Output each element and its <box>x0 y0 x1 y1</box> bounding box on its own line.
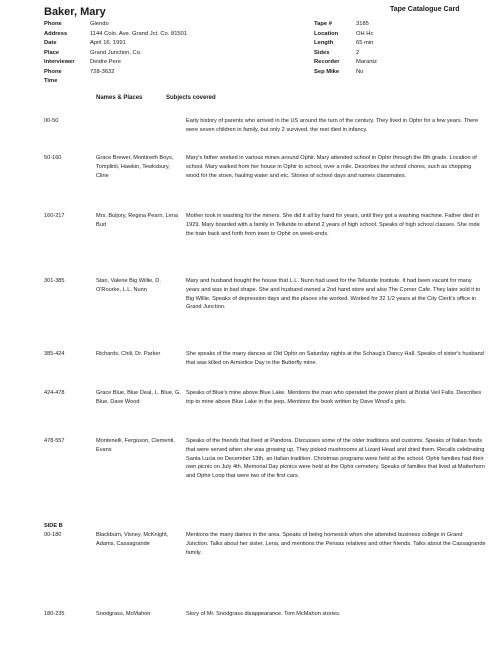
entry-row <box>44 277 494 327</box>
meta-label: Phone <box>44 68 62 75</box>
meta-value: 65 min <box>356 40 374 46</box>
meta-sepmike-row <box>314 68 377 78</box>
meta-time-row <box>44 77 187 87</box>
meta-value: No <box>356 68 364 75</box>
entry-subject: Mary's father worked in various mines around Ophir. Mary attended school in Ophir through the 8th grade. Location of school. Mary walked from her house in Ophir to school, over a mile. Describes the school chores, such as chopping wood for the stove, hauling water and etc. Stories of school days and names classmates. <box>186 155 477 179</box>
entry-row <box>44 389 494 427</box>
names-column-header: Names & Places <box>96 95 143 101</box>
entry-names: Grace Blue, Blue Deal, L. Blue, G. Blue, Dave Wood <box>96 390 181 405</box>
entry-time: 301-385 <box>44 278 65 284</box>
meta-right <box>314 20 377 77</box>
meta-value: 2 <box>356 49 360 56</box>
side-b-label: SIDE B <box>44 523 63 529</box>
entry-row <box>44 437 494 512</box>
meta-label: Address <box>44 30 68 37</box>
entry-time: 160-217 <box>44 213 65 219</box>
meta-date-row <box>44 39 187 49</box>
meta-value: Glendo <box>90 21 109 27</box>
meta-label: Length <box>314 40 334 46</box>
entry-subject: Mentions the many dairies in the area. Speaks of being homesick when she attended business college in Grand Junction. Talks about her sister, Lena, and mentions the Pensas relatives and other friends. Talks about the Cassagrande family. <box>186 532 486 556</box>
entry-subject: Story of Mr. Snodgrass disappearance. Tom McMahon stories. <box>186 611 341 617</box>
entry-names: Grace Brewer, Montineth Boys, Tomplinli, Hawkin, Tewksbury, Cline <box>96 155 174 179</box>
meta-label: Date <box>44 40 57 46</box>
entry-row <box>44 117 494 147</box>
meta-length-row <box>314 39 377 49</box>
entry-time: 385-424 <box>44 351 65 357</box>
meta-value: 3185 <box>356 21 369 27</box>
entry-time: 00-180 <box>44 532 62 538</box>
meta-label: Sides <box>314 49 330 56</box>
meta-left <box>44 20 187 87</box>
meta-value: OH Hc <box>356 30 374 37</box>
entry-row <box>44 154 494 204</box>
meta-phone-row <box>44 20 187 30</box>
entry-row <box>44 212 494 262</box>
meta-label: Place <box>44 49 60 56</box>
entry-time: 50-160 <box>44 155 62 161</box>
entry-time: 00-50 <box>44 118 59 124</box>
meta-sides-row <box>314 49 377 59</box>
meta-label: Time <box>44 78 58 84</box>
meta-recorder-row <box>314 58 377 68</box>
meta-interviewer-row <box>44 58 187 68</box>
meta-value: Grand Junction, Co. <box>90 49 142 56</box>
card-title: Tape Catalogue Card <box>390 6 460 13</box>
meta-value: 728-3632 <box>90 68 115 75</box>
entry-names: Mrs. Buljory, Regina Pearn, Lena Bud <box>96 213 178 228</box>
entry-subject: Early history of parents who arrived in the US around the turn of the century. They lived in Ophir for a few years. There were seven children in family, but only 2 survived, the rest died in infancy. <box>186 118 479 133</box>
entry-names: Stan, Valerie Big Willie, D. O'Rourke, L.L. Nunn <box>96 278 161 293</box>
subjects-column-header: Subjects covered <box>166 95 216 101</box>
meta-address-row <box>44 30 187 40</box>
entry-time: 424-478 <box>44 390 65 396</box>
entry-subject: Mother took in washing for the miners. She did it all by hand for years, until they got a washing machine. Father died in 1929. Mary boarded with a family in Telluride to attend 2 years of high school. Speaks of high school classes. She rode the train back and forth from town to Ophir on week-ends. <box>186 213 480 237</box>
entry-row <box>44 522 494 574</box>
meta-location-row <box>314 30 377 40</box>
meta-label: Location <box>314 30 339 37</box>
entry-names: Snodgrass, McMahon <box>96 611 151 617</box>
entry-names: Blackburn, Visney, McKnight, Adams, Cassagrande <box>96 532 169 547</box>
entry-names: Montenelli, Ferguson, Clementi, Evans <box>96 438 175 453</box>
meta-label: Sep Mike <box>314 68 340 75</box>
meta-tape-row <box>314 20 377 30</box>
entry-subject: Speaks of Blue's mine above Blue Lake. Mentions the man who operated the power plant at Bridal Veil Falls. Describes trip to mine above Blue Lake in the jeep. Mentions the book written by Dave Wood's girls. <box>186 390 482 405</box>
meta-value: Marantz <box>356 59 377 65</box>
meta-label: Phone <box>44 21 62 27</box>
entry-time: 478-557 <box>44 438 65 444</box>
entry-subject: Mary and husband bought the house that L.L. Nunn had used for the Telluride Institute. It had been vacant for many years and was in bad shape. She and husband owned a 2nd hand store and also The Corner Cafe. They later sold it to Big Willie. Speaks of depression days and the places she worked. Worked for 32 1/2 years at the City Clerk's office in Grand Junction. <box>186 278 481 311</box>
meta-value: Deidre Pere <box>90 59 121 65</box>
interviewee-name: Baker, Mary <box>44 6 106 18</box>
meta-phone2-row <box>44 68 187 78</box>
entry-subject: Speaks of the friends that lived at Pandora. Discusses some of the older traditions and customs. Speaks of Italian foods that were served when she was growing up. They picked mushrooms at Lizard Head and dried them. Recalls celebrating Santa Lucia on December 13th, an Italian tradition. Christmas programs were held at the school. Ophir families had their own picnic on July 4th. Memorial Day picnics were held at the Ophir cemetery. Speaks of families that lived at Matterhorn and Ophir Loop that were two of the first cars. <box>186 438 485 480</box>
meta-label: Recorder <box>314 59 340 65</box>
meta-label: Interviewer <box>44 59 75 65</box>
entry-names: Richards, Chili, Dr. Parker <box>96 351 161 357</box>
entry-row <box>44 350 494 378</box>
meta-place-row <box>44 49 187 59</box>
meta-value: April 16, 1991 <box>90 40 126 46</box>
entry-subject: She speaks of the many dances at Old Ophir on Saturday nights at the Schaug's Dancy Hall. Speaks of sister's husband that was killed on Armistice Day in the Butterfly mine. <box>186 351 484 366</box>
entry-row <box>44 610 494 630</box>
meta-value: 1144 Colo. Ave. Grand Jct. Co. 81501 <box>90 30 188 37</box>
meta-label: Tape # <box>314 21 332 27</box>
entry-time: 180-235 <box>44 611 65 617</box>
